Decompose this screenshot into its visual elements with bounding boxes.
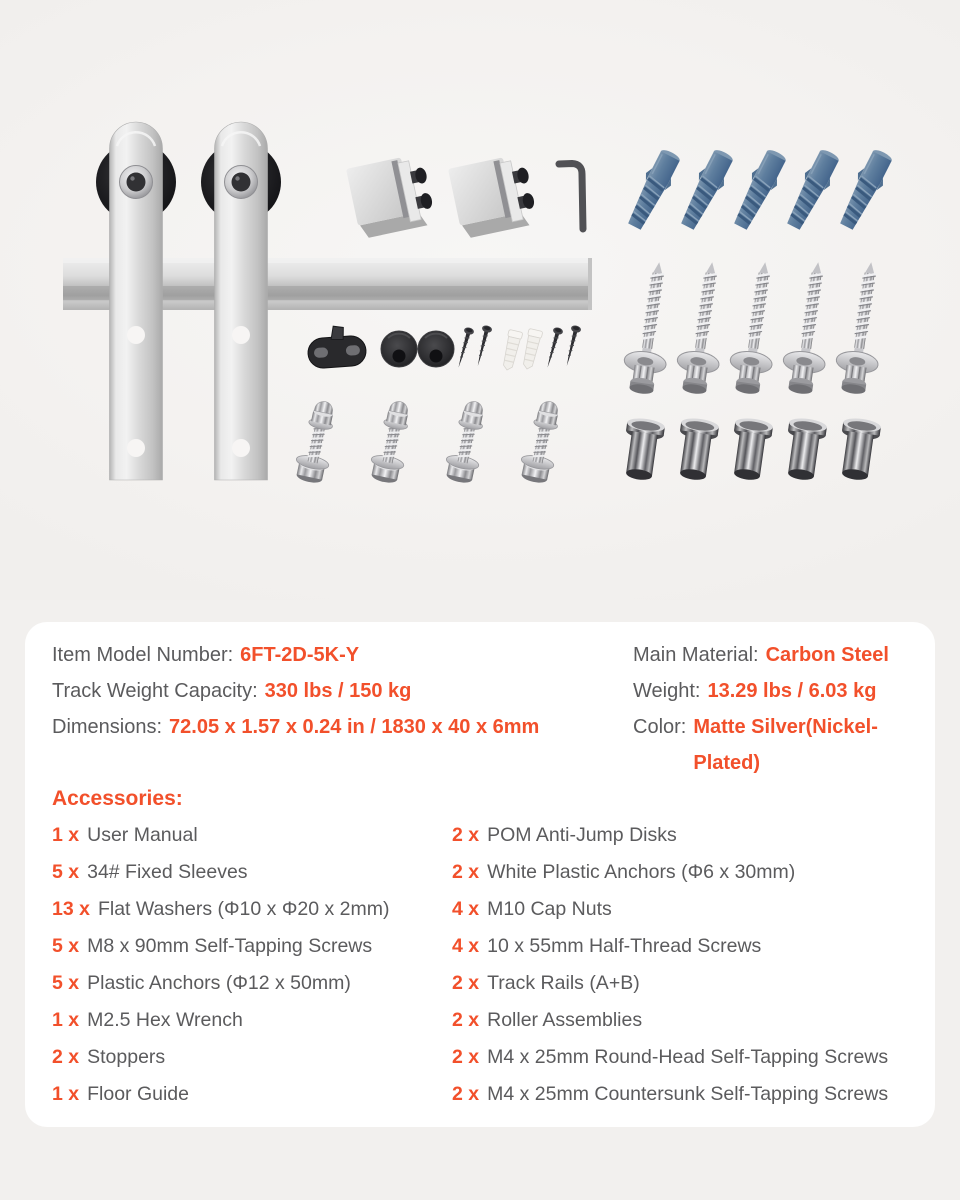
accessory-item (452, 1002, 908, 1039)
self-tapping-screw (779, 259, 839, 396)
accessory-qty: 2 x (452, 861, 480, 883)
spec-label: Item Model Number: (52, 644, 234, 666)
accessory-item (452, 928, 908, 965)
accessory-item (52, 965, 452, 1002)
white-plastic-anchor (520, 328, 543, 370)
accessory-name: M2.5 Hex Wrench (87, 1009, 243, 1031)
spec-row-model (52, 637, 633, 673)
spec-card (25, 622, 935, 1127)
hanger-bolt (517, 398, 566, 485)
spec-section (52, 637, 908, 781)
accessory-qty: 2 x (452, 1083, 480, 1105)
spec-value: Carbon Steel (765, 644, 889, 666)
stopper-block (448, 153, 539, 240)
accessory-item (52, 1002, 452, 1039)
hex-wrench (559, 164, 583, 230)
accessory-name: Floor Guide (87, 1083, 189, 1105)
accessory-qty: 13 x (52, 898, 90, 920)
accessory-name: POM Anti-Jump Disks (487, 824, 677, 846)
accessory-qty: 5 x (52, 861, 80, 883)
accessory-name: Flat Washers (Φ10 x Φ20 x 2mm) (97, 898, 390, 920)
accessory-qty: 2 x (452, 824, 480, 846)
self-tapping-screw (832, 259, 892, 396)
spec-value: Matte Silver(Nickel-Plated) (693, 716, 878, 774)
accessory-qty: 4 x (452, 898, 480, 920)
blue-plastic-anchor (781, 146, 844, 233)
accessory-name: 34# Fixed Sleeves (87, 861, 248, 883)
cap-nut (782, 416, 828, 482)
self-tapping-screw (673, 259, 733, 396)
accessory-name: Plastic Anchors (Φ12 x 50mm) (87, 972, 351, 994)
accessory-qty: 5 x (52, 935, 80, 957)
accessory-item (52, 817, 452, 854)
accessory-qty: 1 x (52, 1009, 80, 1031)
blue-plastic-anchor (834, 146, 897, 233)
accessory-item (452, 854, 908, 891)
accessory-name: M8 x 90mm Self-Tapping Screws (87, 935, 373, 957)
accessory-name: Stoppers (87, 1046, 166, 1068)
accessories-column-left (52, 817, 452, 1113)
spec-value: 72.05 x 1.57 x 0.24 in / 1830 x 40 x 6mm (169, 716, 540, 738)
accessory-qty: 4 x (452, 935, 480, 957)
blue-plastic-anchor (728, 146, 791, 233)
accessory-item (52, 891, 452, 928)
accessory-item (452, 965, 908, 1002)
spec-row-material (633, 637, 908, 673)
accessories-list (52, 817, 908, 1113)
spec-row-color (633, 709, 908, 781)
accessory-item (452, 817, 908, 854)
accessory-name: M10 Cap Nuts (487, 898, 612, 920)
cap-nut (620, 416, 666, 482)
spec-column-right (633, 637, 908, 781)
accessory-item (452, 1076, 908, 1113)
accessory-name: Track Rails (A+B) (487, 972, 640, 994)
accessory-name: M4 x 25mm Round-Head Self-Tapping Screws (487, 1046, 889, 1068)
accessory-item (452, 891, 908, 928)
hanger-bolt (367, 398, 416, 485)
accessory-item (452, 1039, 908, 1076)
accessory-qty: 2 x (452, 1009, 480, 1031)
accessory-name: Roller Assemblies (487, 1009, 643, 1031)
small-black-screw (562, 324, 582, 367)
accessory-qty: 1 x (52, 824, 80, 846)
blue-plastic-anchor (622, 146, 685, 233)
accessory-qty: 2 x (452, 972, 480, 994)
spec-label: Track Weight Capacity: (52, 680, 258, 702)
anti-jump-disk (418, 331, 454, 367)
self-tapping-screw (726, 259, 786, 396)
accessory-item (52, 928, 452, 965)
spec-label: Color: (633, 716, 687, 738)
accessory-name: 10 x 55mm Half-Thread Screws (487, 935, 762, 957)
accessory-item (52, 1076, 452, 1113)
spec-value: 330 lbs / 150 kg (264, 680, 412, 702)
accessory-qty: 1 x (52, 1083, 80, 1105)
spec-column-left (52, 637, 633, 781)
spec-label: Main Material: (633, 644, 759, 666)
accessory-name: White Plastic Anchors (Φ6 x 30mm) (487, 861, 796, 883)
accessories-heading: Accessories: (52, 787, 183, 810)
stopper-block (346, 153, 437, 240)
accessory-item (52, 1039, 452, 1076)
spec-row-capacity (52, 673, 633, 709)
accessory-item (52, 854, 452, 891)
accessories-column-right (452, 817, 908, 1113)
blue-plastic-anchor (675, 146, 738, 233)
hanger-bolt (442, 398, 491, 485)
floor-guide (306, 324, 367, 369)
spec-row-weight (633, 673, 908, 709)
small-black-screw (454, 326, 475, 369)
accessory-name: M4 x 25mm Countersunk Self-Tapping Screws (487, 1083, 889, 1105)
self-tapping-screw (620, 259, 680, 396)
accessory-qty: 2 x (452, 1046, 480, 1068)
cap-nut (836, 416, 882, 482)
spec-row-dimensions (52, 709, 633, 745)
cap-nut (728, 416, 774, 482)
spec-value: 6FT-2D-5K-Y (240, 644, 360, 666)
spec-value: 13.29 lbs / 6.03 kg (707, 680, 877, 702)
anti-jump-disk (381, 331, 417, 367)
small-black-screw (543, 326, 564, 369)
spec-label: Weight: (633, 680, 701, 702)
hanger-bolt (292, 398, 341, 485)
small-black-screw (473, 324, 493, 367)
accessory-name: User Manual (87, 824, 198, 846)
white-plastic-anchor (500, 329, 523, 371)
spec-label: Dimensions: (52, 716, 163, 738)
accessory-qty: 5 x (52, 972, 80, 994)
cap-nut (674, 416, 720, 482)
accessory-qty: 2 x (52, 1046, 80, 1068)
